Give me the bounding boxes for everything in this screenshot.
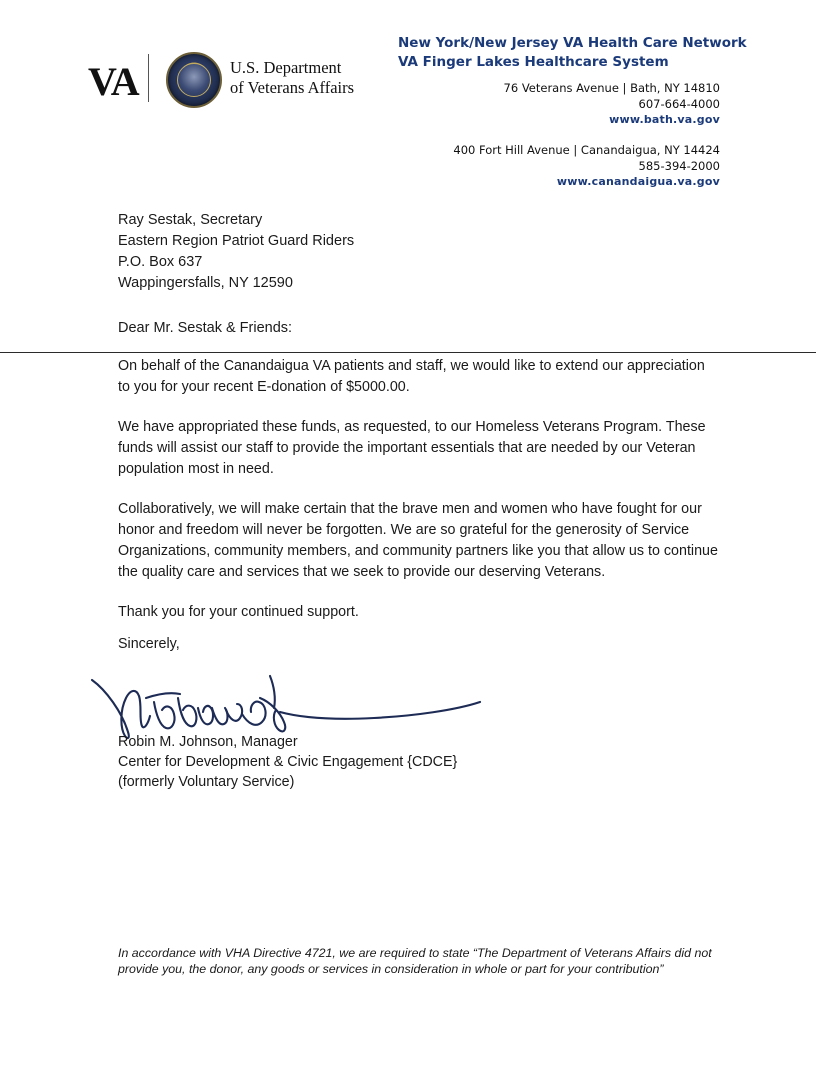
bath-phone: 607-664-4000	[638, 97, 720, 111]
department-line-1: U.S. Department	[230, 58, 342, 77]
bath-street-city: 76 Veterans Avenue | Bath, NY 14810	[503, 81, 720, 95]
network-title-line-2: VA Finger Lakes Healthcare System	[398, 54, 669, 70]
recipient-name: Ray Sestak, Secretary	[118, 212, 263, 228]
letter-body	[118, 356, 718, 642]
address-block-canandaigua	[398, 142, 720, 190]
letterhead	[0, 28, 816, 188]
va-seal-icon	[166, 52, 222, 108]
closing: Sincerely,	[118, 636, 180, 652]
signer-name: Robin M. Johnson, Manager	[118, 734, 298, 750]
department-line-2: of Veterans Affairs	[230, 78, 355, 97]
body-paragraph-2: We have appropriated these funds, as requested, to our Homeless Veterans Program. These funds will assist our staff to provide the important essentials that are needed by our Veteran population most in need.	[118, 419, 706, 477]
va-logo: VA	[88, 59, 139, 104]
department-name	[230, 58, 354, 98]
canandaigua-website-link[interactable]: www.canandaigua.va.gov	[556, 175, 720, 188]
network-block	[398, 34, 747, 190]
salutation: Dear Mr. Sestak & Friends:	[118, 320, 293, 336]
network-title-line-1: New York/New Jersey VA Health Care Network	[398, 35, 747, 51]
recipient-city-state-zip: Wappingersfalls, NY 12590	[118, 275, 293, 291]
signer-block	[118, 732, 457, 792]
body-paragraph-1: On behalf of the Canandaigua VA patients and staff, we would like to extend our appreciation to you for your recent E-donation of $5000.00.	[118, 358, 705, 395]
logo-divider	[148, 54, 149, 102]
signer-office: Center for Development & Civic Engagement {CDCE}	[118, 754, 458, 770]
canandaigua-phone: 585-394-2000	[638, 159, 720, 173]
address-block-bath	[398, 80, 720, 128]
recipient-address-block	[118, 210, 354, 294]
body-paragraph-3: Collaboratively, we will make certain that the brave men and women who have fought for our honor and freedom will never be forgotten. We are so grateful for the generosity of Service Organizations, community members, and community partners like you that allow us to continue the quality care and services that we seek to provide our deserving Veterans.	[118, 501, 718, 580]
signer-office-former: (formerly Voluntary Service)	[118, 774, 295, 790]
recipient-organization: Eastern Region Patriot Guard Riders	[118, 233, 355, 249]
footer-disclaimer: In accordance with VHA Directive 4721, we are required to state “The Department of Veterans Affairs did not provide you, the donor, any goods or services in consideration in whole or part for your contribution”	[118, 946, 712, 976]
canandaigua-street-city: 400 Fort Hill Avenue | Canandaigua, NY 14424	[453, 143, 720, 157]
scan-artifact-rule	[0, 352, 816, 353]
recipient-street: P.O. Box 637	[118, 254, 203, 270]
body-paragraph-4: Thank you for your continued support.	[118, 604, 359, 620]
bath-website-link[interactable]: www.bath.va.gov	[609, 113, 720, 126]
